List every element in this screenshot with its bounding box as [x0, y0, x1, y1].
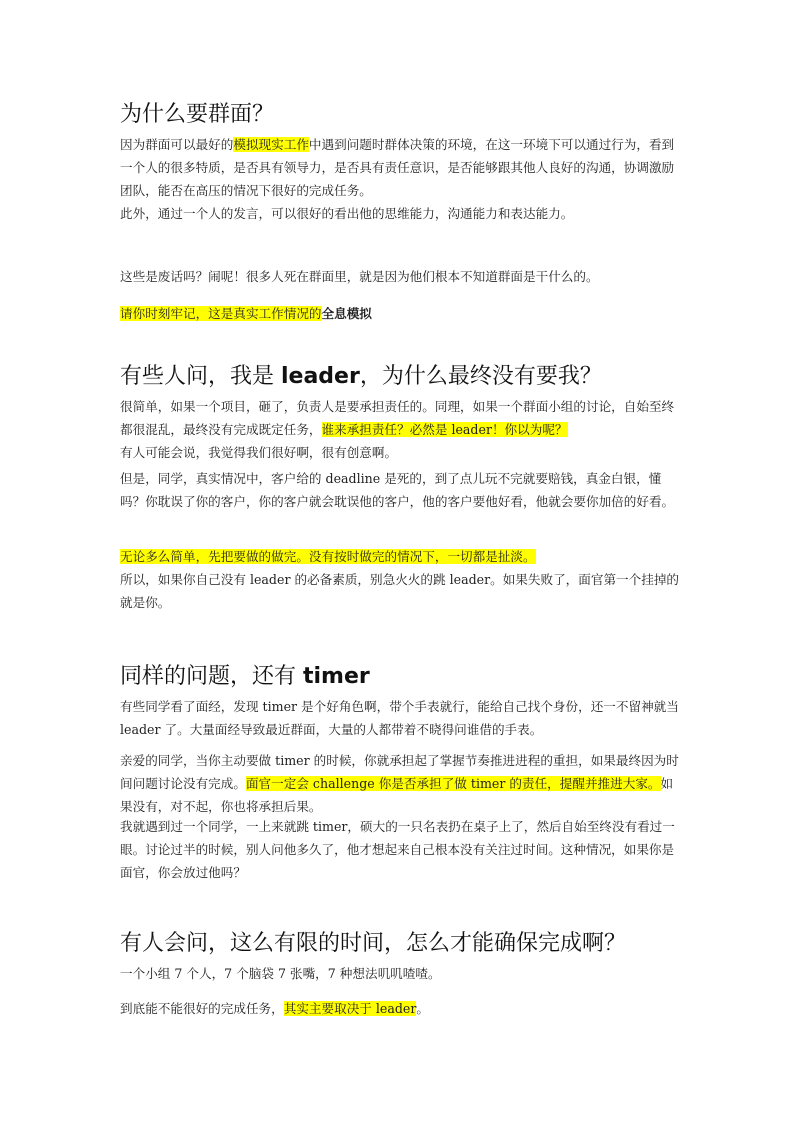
text: 到底能不能很好的完成任务，	[120, 1001, 284, 1016]
paragraph: 一个小组 7 个人，7 个脑袋 7 张嘴，7 种想法叽叽喳喳。	[120, 966, 441, 981]
paragraph	[120, 997, 680, 1020]
heading-limited-time: 有人会问，这么有限的时间，怎么才能确保完成啊？	[120, 931, 627, 956]
heading-text: ，为什么最终没有要我？	[359, 364, 602, 389]
heading-why-group-interview: 为什么要群面？	[120, 102, 275, 127]
paragraph	[120, 545, 680, 568]
heading-text: 同样的问题，还有	[120, 664, 303, 689]
paragraph: 此外，通过一个人的发言，可以很好的看出他的思维能力，沟通能力和表达能力。	[120, 206, 574, 221]
text: 如果没有，对不起，你也将承担后果。	[120, 776, 674, 814]
paragraph: 所以，如果你自己没有 leader 的必备素质，别急火火的跳 leader。如果失败了，面官第一个挂掉的就是你。	[120, 572, 680, 610]
highlight: 模拟现实工作	[233, 137, 309, 152]
paragraph: 我就遇到过一个同学，一上来就跳 timer，硕大的一只名表扔在桌子上了，然后自始至终没有看过一眼。讨论过半的时候，别人问他多久了，他才想起来自己根本没有关注过时间。这种情况，如果你是面官，你会放过他吗？	[120, 819, 675, 880]
paragraph	[120, 395, 680, 464]
highlight: 其实主要取决于 leader	[283, 1001, 417, 1016]
paragraph: 有些同学看了面经，发现 timer 是个好角色啊，带个手表就行，能给自己找个身份，还一不留神就当 leader 了。大量面经导致最近群面，大量的人都带着不晓得问谁借的手表。	[120, 699, 679, 737]
heading-bold-text: leader	[281, 364, 360, 389]
bold-text: 全息模拟	[321, 306, 372, 321]
highlight: 请你时刻牢记，这是真实工作情况的	[120, 306, 322, 321]
paragraph	[120, 749, 680, 818]
text: 。	[416, 1001, 429, 1016]
text: 有人可能会说，我觉得我们很好啊，很有创意啊。	[120, 445, 398, 460]
heading-timer	[120, 662, 370, 692]
text: 很简单，如果一个项目，砸了，负责人是要承担责任的。同理，如果一个群面小组的讨论，自始至终都很混乱，最终没有完成既定任务，	[120, 399, 675, 437]
text: 中遇到问题时群体决策的环境，在这一环境下可以通过行为，看到一个人的很多特质，是否具有领导力，是否具有责任意识，是否能够跟其他人良好的沟通，协调激励团队，能否在高压的情况下很好的完成任务。	[120, 137, 675, 198]
heading-leader-question	[120, 362, 602, 392]
highlight: 面官一定会 challenge 你是否承担了做 timer 的责任，提醒并推进大家。	[245, 776, 661, 791]
highlight: 谁来承担责任？必然是 leader！你以为呢？	[321, 422, 568, 437]
paragraph: 这些是废话吗？闹呢！很多人死在群面里，就是因为他们根本不知道群面是干什么的。	[120, 269, 599, 284]
text: 亲爱的同学，当你主动要做 timer 的时候，你就承担起了掌握节奏推进进程的重担，如果最终因为时间问题讨论没有完成。	[120, 753, 679, 791]
heading-bold-text: timer	[303, 664, 370, 689]
text: 因为群面可以最好的	[120, 137, 234, 152]
paragraph	[120, 133, 680, 202]
paragraph: 但是，同学，真实情况中，客户给的 deadline 是死的，到了点儿玩不完就要赔钱，真金白银，懂吗？你耽误了你的客户，你的客户就会耽误他的客户，他的客户要他好看，他就会要你加倍的好看。	[120, 471, 675, 509]
heading-text: 有些人问，我是	[120, 364, 281, 389]
paragraph	[120, 302, 680, 325]
highlight: 无论多么简单，先把要做的做完。没有按时做完的情况下，一切都是扯淡。	[120, 549, 536, 564]
